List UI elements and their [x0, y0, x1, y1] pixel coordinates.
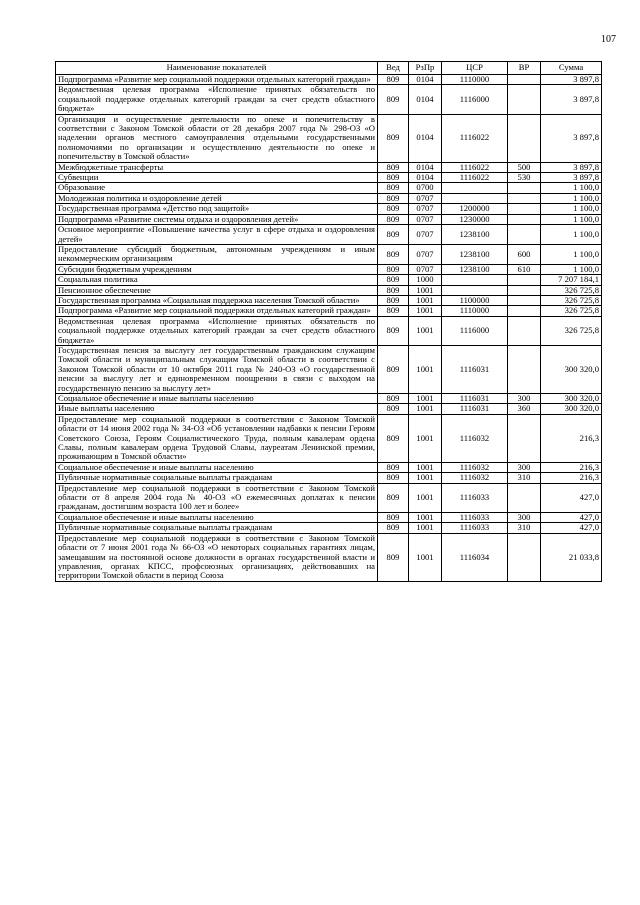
row-sum: 300 320,0: [541, 404, 602, 414]
row-name: Пенсионное обеспечение: [56, 285, 378, 295]
row-ved: 809: [378, 483, 409, 512]
row-sum: 1 100,0: [541, 183, 602, 193]
table-row: [56, 264, 602, 274]
row-sum: 3 897,8: [541, 173, 602, 183]
row-sum: 300 320,0: [541, 345, 602, 393]
row-name: Предоставление мер социальной поддержки в соответствии с Законом Томской области от 14 июня 2002 года № 34-ОЗ «Об установлении надбавки к пенсии Героям Советского Союза, Героям Социалистического Труда, полным кавалерам ордена Славы, полным кавалерам ордена Трудовой Славы, лауреатам Ленинской премии, проживающим в Томской области»: [56, 414, 378, 462]
row-ved: 809: [378, 204, 409, 214]
table-row: [56, 225, 602, 245]
row-ved: 809: [378, 264, 409, 274]
row-ved: 809: [378, 114, 409, 162]
row-vr: [508, 306, 541, 316]
row-ved: 809: [378, 285, 409, 295]
row-rzpr: 1001: [409, 473, 442, 483]
row-vr: 360: [508, 404, 541, 414]
table-row: [56, 533, 602, 581]
row-rzpr: 1001: [409, 483, 442, 512]
row-rzpr: 0104: [409, 114, 442, 162]
row-sum: 1 100,0: [541, 204, 602, 214]
table-row: [56, 414, 602, 462]
table-row: [56, 214, 602, 224]
row-sum: 326 725,8: [541, 306, 602, 316]
table-row: [56, 85, 602, 114]
table-row: [56, 462, 602, 472]
table-row: [56, 512, 602, 522]
row-vr: [508, 345, 541, 393]
row-name: Образование: [56, 183, 378, 193]
row-csr: 1116033: [442, 483, 508, 512]
header-csr: ЦСР: [442, 62, 508, 75]
row-sum: 3 897,8: [541, 162, 602, 172]
row-name: Иные выплаты населению: [56, 404, 378, 414]
row-vr: [508, 114, 541, 162]
row-name: Субвенции: [56, 173, 378, 183]
row-vr: [508, 414, 541, 462]
row-csr: [442, 285, 508, 295]
row-vr: 600: [508, 244, 541, 264]
row-sum: 1 100,0: [541, 225, 602, 245]
header-vr: ВР: [508, 62, 541, 75]
row-sum: 427,0: [541, 512, 602, 522]
row-ved: 809: [378, 473, 409, 483]
row-ved: 809: [378, 214, 409, 224]
row-vr: [508, 533, 541, 581]
row-vr: [508, 193, 541, 203]
row-vr: [508, 275, 541, 285]
row-name: Государственная программа «Детство под защитой»: [56, 204, 378, 214]
row-rzpr: 0700: [409, 183, 442, 193]
row-sum: 300 320,0: [541, 394, 602, 404]
row-name: Предоставление мер социальной поддержки в соответствии с Законом Томской области от 8 апреля 2004 года № 40-ОЗ «О ежемесячных доплатах к пенсии гражданам, достигшим возраста 100 лет и более»: [56, 483, 378, 512]
row-csr: 1116000: [442, 85, 508, 114]
row-rzpr: 1001: [409, 295, 442, 305]
row-ved: 809: [378, 295, 409, 305]
row-rzpr: 0104: [409, 173, 442, 183]
row-csr: 1116000: [442, 316, 508, 345]
table-header-row: [56, 62, 602, 75]
row-csr: 1116022: [442, 173, 508, 183]
row-sum: 21 033,8: [541, 533, 602, 581]
header-name: Наименование показателей: [56, 62, 378, 75]
row-sum: 216,3: [541, 414, 602, 462]
row-sum: 3 897,8: [541, 75, 602, 85]
header-sum: Сумма: [541, 62, 602, 75]
row-vr: [508, 183, 541, 193]
row-vr: 310: [508, 473, 541, 483]
row-ved: 809: [378, 183, 409, 193]
row-ved: 809: [378, 533, 409, 581]
table-row: [56, 523, 602, 533]
row-csr: 1238100: [442, 244, 508, 264]
row-ved: 809: [378, 173, 409, 183]
row-rzpr: 1001: [409, 306, 442, 316]
row-name: Государственная пенсия за выслугу лет государственным гражданским служащим Томской области и муниципальным служащим Томской области в соответствии с Законом Томской области от 10 октября 2011 года № 240-ОЗ «О государственной пенсии за выслугу лет и единовременном поощрении в связи с выходом на государственную пенсию за выслугу лет»: [56, 345, 378, 393]
row-vr: [508, 483, 541, 512]
row-ved: 809: [378, 512, 409, 522]
row-csr: 1100000: [442, 295, 508, 305]
row-name: Предоставление субсидий бюджетным, автономным учреждениям и иным некоммерческим организациям: [56, 244, 378, 264]
row-sum: 326 725,8: [541, 295, 602, 305]
row-vr: [508, 316, 541, 345]
row-sum: 216,3: [541, 473, 602, 483]
row-ved: 809: [378, 193, 409, 203]
row-ved: 809: [378, 306, 409, 316]
row-sum: 3 897,8: [541, 114, 602, 162]
row-csr: 1116031: [442, 345, 508, 393]
table-row: [56, 244, 602, 264]
row-rzpr: 1001: [409, 414, 442, 462]
row-csr: 1116031: [442, 394, 508, 404]
row-ved: 809: [378, 85, 409, 114]
row-name: Организация и осуществление деятельности по опеке и попечительству в соответствии с Законом Томской области от 28 декабря 2007 года № 298-ОЗ «О наделении органов местного самоуправления отдельными государственными полномочиями по организации и осуществлению деятельности по опеке и попечительству в Томской области»: [56, 114, 378, 162]
row-csr: 1116022: [442, 114, 508, 162]
row-rzpr: 1001: [409, 404, 442, 414]
row-csr: [442, 193, 508, 203]
table-row: [56, 394, 602, 404]
row-csr: 1116032: [442, 462, 508, 472]
row-sum: 326 725,8: [541, 316, 602, 345]
row-csr: 1116034: [442, 533, 508, 581]
row-ved: 809: [378, 523, 409, 533]
row-csr: [442, 275, 508, 285]
table-row: [56, 204, 602, 214]
row-name: Межбюджетные трансферты: [56, 162, 378, 172]
table-row: [56, 295, 602, 305]
row-vr: [508, 285, 541, 295]
table-row: [56, 306, 602, 316]
row-rzpr: 1001: [409, 533, 442, 581]
row-name: Социальная политика: [56, 275, 378, 285]
table-row: [56, 114, 602, 162]
row-ved: 809: [378, 345, 409, 393]
row-rzpr: 0104: [409, 75, 442, 85]
row-rzpr: 0707: [409, 193, 442, 203]
row-rzpr: 1001: [409, 345, 442, 393]
row-rzpr: 0707: [409, 225, 442, 245]
row-ved: 809: [378, 414, 409, 462]
row-name: Социальное обеспечение и иные выплаты населению: [56, 462, 378, 472]
row-rzpr: 0707: [409, 264, 442, 274]
row-sum: 3 897,8: [541, 85, 602, 114]
row-sum: 216,3: [541, 462, 602, 472]
row-rzpr: 1001: [409, 462, 442, 472]
row-rzpr: 1001: [409, 285, 442, 295]
row-ved: 809: [378, 316, 409, 345]
row-ved: 809: [378, 404, 409, 414]
row-sum: 326 725,8: [541, 285, 602, 295]
row-vr: 500: [508, 162, 541, 172]
table-row: [56, 193, 602, 203]
row-ved: 809: [378, 225, 409, 245]
row-csr: 1110000: [442, 306, 508, 316]
row-sum: 7 207 184,1: [541, 275, 602, 285]
row-name: Субсидии бюджетным учреждениям: [56, 264, 378, 274]
row-name: Предоставление мер социальной поддержки в соответствии с Законом Томской области от 7 июня 2001 года № 66-ОЗ «О некоторых социальных гарантиях лицам, замещавшим на постоянной основе должности в органах государственной власти и управления, органах КПСС, профсоюзных организациях, действовавших на территории Томской области в период Союза: [56, 533, 378, 581]
row-rzpr: 0707: [409, 244, 442, 264]
row-vr: [508, 225, 541, 245]
row-name: Социальное обеспечение и иные выплаты населению: [56, 394, 378, 404]
row-ved: 809: [378, 275, 409, 285]
row-csr: 1200000: [442, 204, 508, 214]
row-vr: [508, 85, 541, 114]
page-number: 107: [601, 34, 616, 45]
row-csr: 1116022: [442, 162, 508, 172]
row-csr: 1238100: [442, 225, 508, 245]
row-csr: 1116033: [442, 512, 508, 522]
row-rzpr: 0104: [409, 162, 442, 172]
row-ved: 809: [378, 162, 409, 172]
row-sum: 1 100,0: [541, 244, 602, 264]
row-csr: 1116032: [442, 414, 508, 462]
row-sum: 427,0: [541, 523, 602, 533]
row-rzpr: 1001: [409, 316, 442, 345]
row-sum: 1 100,0: [541, 214, 602, 224]
row-sum: 1 100,0: [541, 264, 602, 274]
row-csr: 1230000: [442, 214, 508, 224]
row-rzpr: 0104: [409, 85, 442, 114]
row-csr: 1116033: [442, 523, 508, 533]
table-row: [56, 162, 602, 172]
row-vr: 530: [508, 173, 541, 183]
header-ved: Вед: [378, 62, 409, 75]
row-name: Ведомственная целевая программа «Исполнение принятых обязательств по социальной поддержке отдельных категорий граждан за счет средств областного бюджета»: [56, 316, 378, 345]
table-row: [56, 316, 602, 345]
row-rzpr: 1001: [409, 512, 442, 522]
row-name: Молодежная политика и оздоровление детей: [56, 193, 378, 203]
row-csr: [442, 183, 508, 193]
row-vr: [508, 295, 541, 305]
row-vr: 300: [508, 512, 541, 522]
table-row: [56, 285, 602, 295]
table-row: [56, 483, 602, 512]
row-vr: [508, 214, 541, 224]
table-row: [56, 275, 602, 285]
row-vr: 610: [508, 264, 541, 274]
row-name: Государственная программа «Социальная поддержка населения Томской области»: [56, 295, 378, 305]
table-row: [56, 173, 602, 183]
row-rzpr: 0707: [409, 214, 442, 224]
header-rzpr: РзПр: [409, 62, 442, 75]
row-sum: 1 100,0: [541, 193, 602, 203]
row-vr: 300: [508, 462, 541, 472]
row-vr: 310: [508, 523, 541, 533]
row-ved: 809: [378, 462, 409, 472]
row-csr: 1116032: [442, 473, 508, 483]
row-csr: 1110000: [442, 75, 508, 85]
row-name: Публичные нормативные социальные выплаты гражданам: [56, 523, 378, 533]
row-sum: 427,0: [541, 483, 602, 512]
table-row: [56, 75, 602, 85]
row-rzpr: 1001: [409, 523, 442, 533]
row-rzpr: 1001: [409, 394, 442, 404]
table-row: [56, 345, 602, 393]
table-row: [56, 473, 602, 483]
row-name: Подпрограмма «Развитие системы отдыха и оздоровления детей»: [56, 214, 378, 224]
row-vr: [508, 75, 541, 85]
row-ved: 809: [378, 75, 409, 85]
row-name: Публичные нормативные социальные выплаты гражданам: [56, 473, 378, 483]
row-rzpr: 1000: [409, 275, 442, 285]
budget-table: [55, 61, 602, 582]
row-name: Подпрограмма «Развитие мер социальной поддержки отдельных категорий граждан»: [56, 75, 378, 85]
row-name: Подпрограмма «Развитие мер социальной поддержки отдельных категорий граждан»: [56, 306, 378, 316]
row-vr: [508, 204, 541, 214]
row-csr: 1116031: [442, 404, 508, 414]
row-ved: 809: [378, 394, 409, 404]
table-row: [56, 183, 602, 193]
row-rzpr: 0707: [409, 204, 442, 214]
row-name: Ведомственная целевая программа «Исполнение принятых обязательств по социальной поддержке отдельных категорий граждан за счет средств областного бюджета»: [56, 85, 378, 114]
row-csr: 1238100: [442, 264, 508, 274]
table-row: [56, 404, 602, 414]
row-ved: 809: [378, 244, 409, 264]
row-name: Основное мероприятие «Повышение качества услуг в сфере отдыха и оздоровления детей»: [56, 225, 378, 245]
row-name: Социальное обеспечение и иные выплаты населению: [56, 512, 378, 522]
row-vr: 300: [508, 394, 541, 404]
table-body: [56, 75, 602, 582]
